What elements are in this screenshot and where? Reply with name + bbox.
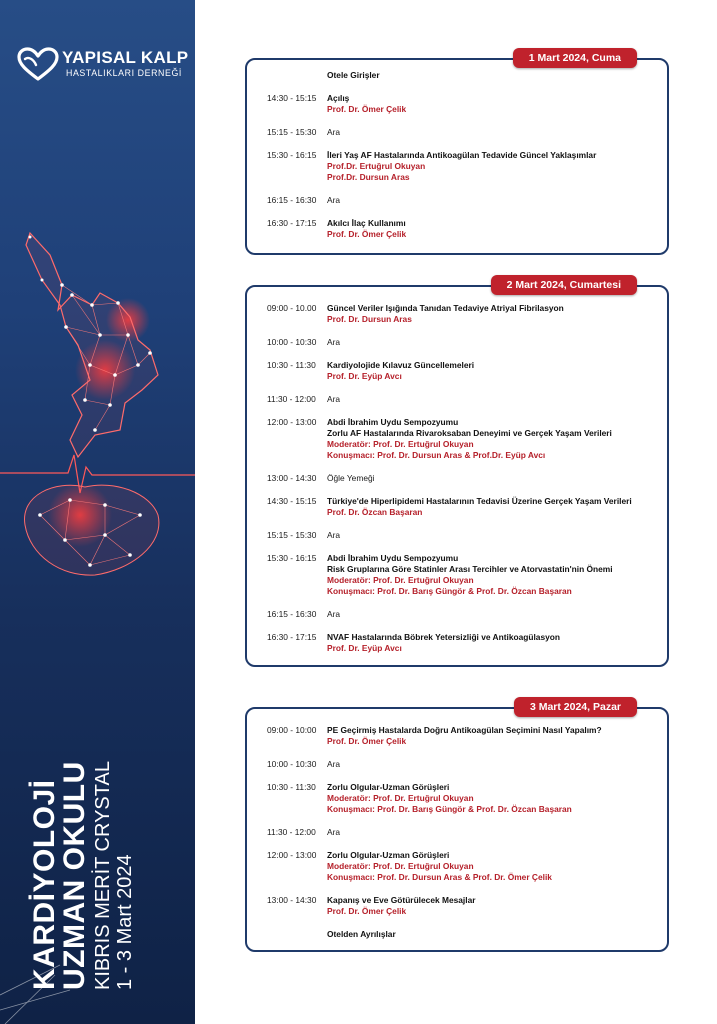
session-speaker: Moderatör: Prof. Dr. Ertuğrul Okuyan bbox=[327, 575, 474, 585]
session-time: 11:30 - 12:00 bbox=[267, 394, 316, 404]
session-content bbox=[327, 195, 657, 206]
session-speaker: Prof. Dr. Özcan Başaran bbox=[327, 507, 423, 517]
day-1-program bbox=[245, 52, 669, 255]
session-content bbox=[327, 895, 657, 917]
day-1-header: 1 Mart 2024, Cuma bbox=[513, 48, 637, 68]
session-speaker: Konuşmacı: Prof. Dr. Dursun Aras & Prof. Dr. Ömer Çelik bbox=[327, 872, 552, 882]
session-time: 09:00 - 10.00 bbox=[267, 303, 317, 313]
session-time: 10:30 - 11:30 bbox=[267, 360, 316, 370]
session-title: Zorlu AF Hastalarında Rivaroksaban Deneyimi ve Gerçek Yaşam Verileri bbox=[327, 428, 612, 438]
session-title: Otelden Ayrılışlar bbox=[327, 929, 396, 939]
session-speaker: Konuşmacı: Prof. Dr. Barış Güngör & Prof. Dr. Özcan Başaran bbox=[327, 804, 572, 814]
session-speaker: Konuşmacı: Prof. Dr. Dursun Aras & Prof.Dr. Eyüp Avcı bbox=[327, 450, 546, 460]
session-break: Ara bbox=[327, 759, 341, 769]
session-speaker: Prof. Dr. Eyüp Avcı bbox=[327, 643, 402, 653]
session-time: 10:30 - 11:30 bbox=[267, 782, 316, 792]
session-content bbox=[327, 417, 657, 461]
session-time: 16:30 - 17:15 bbox=[267, 218, 317, 228]
session-content bbox=[327, 150, 657, 183]
session-title: Açılış bbox=[327, 93, 350, 103]
session-content bbox=[327, 496, 657, 518]
session-speaker: Prof. Dr. Ömer Çelik bbox=[327, 229, 407, 239]
session-speaker: Konuşmacı: Prof. Dr. Barış Güngör & Prof. Dr. Özcan Başaran bbox=[327, 586, 572, 596]
day-3-header: 3 Mart 2024, Pazar bbox=[514, 697, 637, 717]
session-speaker: Moderatör: Prof. Dr. Ertuğrul Okuyan bbox=[327, 861, 474, 871]
event-dates: 1 - 3 Mart 2024 bbox=[114, 854, 136, 990]
session-content bbox=[327, 93, 657, 115]
session-time: 13:00 - 14:30 bbox=[267, 473, 317, 483]
session-break: Ara bbox=[327, 394, 341, 404]
session-break: Ara bbox=[327, 337, 341, 347]
heart-logo-icon bbox=[16, 46, 60, 82]
session-content bbox=[327, 782, 657, 815]
session-time: 15:30 - 16:15 bbox=[267, 150, 317, 160]
logo-text-main: YAPISAL KALP bbox=[62, 48, 189, 67]
session-time: 09:00 - 10:00 bbox=[267, 725, 317, 735]
session-title: İleri Yaş AF Hastalarında Antikoagülan Tedavide Güncel Yaklaşımlar bbox=[327, 150, 597, 160]
day-2-program bbox=[245, 279, 669, 667]
session-time: 15:15 - 15:30 bbox=[267, 530, 317, 540]
session-content bbox=[327, 530, 657, 541]
session-speaker: Prof.Dr. Dursun Aras bbox=[327, 172, 410, 182]
session-content bbox=[327, 929, 657, 940]
session-speaker: Prof. Dr. Ömer Çelik bbox=[327, 736, 407, 746]
session-title: Otele Girişler bbox=[327, 70, 380, 80]
session-time: 16:15 - 16:30 bbox=[267, 195, 317, 205]
session-time: 10:00 - 10:30 bbox=[267, 759, 317, 769]
session-content bbox=[327, 725, 657, 747]
session-time: 12:00 - 13:00 bbox=[267, 417, 317, 427]
session-break: Ara bbox=[327, 530, 341, 540]
event-title-line1: KARDİYOLOJİ bbox=[28, 779, 61, 990]
session-break: Ara bbox=[327, 127, 341, 137]
session-time: 15:30 - 16:15 bbox=[267, 553, 317, 563]
session-title: Risk Gruplarına Göre Statinler Arası Tercihler ve Atorvastatin'nin Önemi bbox=[327, 564, 613, 574]
session-time: 14:30 - 15:15 bbox=[267, 496, 317, 506]
network-map-illustration bbox=[0, 225, 195, 615]
session-content bbox=[327, 850, 657, 883]
session-title: Zorlu Olgular-Uzman Görüşleri bbox=[327, 850, 450, 860]
day-2-header: 2 Mart 2024, Cumartesi bbox=[491, 275, 637, 295]
session-break: Öğle Yemeği bbox=[327, 473, 375, 483]
session-content bbox=[327, 609, 657, 620]
session-title: Türkiye'de Hiperlipidemi Hastalarının Tedavisi Üzerine Gerçek Yaşam Verileri bbox=[327, 496, 632, 506]
association-logo bbox=[16, 44, 189, 84]
session-content bbox=[327, 553, 657, 597]
day-3-program bbox=[245, 701, 669, 952]
session-time: 16:15 - 16:30 bbox=[267, 609, 317, 619]
session-break: Ara bbox=[327, 195, 341, 205]
session-title: Akılcı İlaç Kullanımı bbox=[327, 218, 406, 228]
session-speaker: Prof. Dr. Ömer Çelik bbox=[327, 104, 407, 114]
decorative-lines bbox=[0, 955, 80, 1024]
session-time: 13:00 - 14:30 bbox=[267, 895, 317, 905]
session-speaker: Moderatör: Prof. Dr. Ertuğrul Okuyan bbox=[327, 439, 474, 449]
session-speaker: Prof. Dr. Dursun Aras bbox=[327, 314, 412, 324]
session-title: Abdi İbrahim Uydu Sempozyumu bbox=[327, 553, 459, 563]
session-content bbox=[327, 337, 657, 348]
session-time: 15:15 - 15:30 bbox=[267, 127, 317, 137]
session-break: Ara bbox=[327, 609, 341, 619]
session-time: 14:30 - 15:15 bbox=[267, 93, 317, 103]
session-title: Güncel Veriler Işığında Tanıdan Tedaviye Atriyal Fibrilasyon bbox=[327, 303, 564, 313]
session-time: 16:30 - 17:15 bbox=[267, 632, 317, 642]
session-content bbox=[327, 360, 657, 382]
session-content bbox=[327, 127, 657, 138]
session-content bbox=[327, 394, 657, 405]
session-time: 12:00 - 13:00 bbox=[267, 850, 317, 860]
session-content bbox=[327, 70, 657, 81]
session-content bbox=[327, 632, 657, 654]
session-speaker: Prof.Dr. Ertuğrul Okuyan bbox=[327, 161, 426, 171]
session-time: 10:00 - 10:30 bbox=[267, 337, 317, 347]
session-speaker: Prof. Dr. Ömer Çelik bbox=[327, 906, 407, 916]
session-break: Ara bbox=[327, 827, 341, 837]
session-speaker: Prof. Dr. Eyüp Avcı bbox=[327, 371, 402, 381]
session-content bbox=[327, 303, 657, 325]
logo-text-sub: HASTALIKLARI DERNEĞİ bbox=[66, 68, 182, 78]
sidebar-panel bbox=[0, 0, 195, 1024]
session-content bbox=[327, 827, 657, 838]
session-speaker: Moderatör: Prof. Dr. Ertuğrul Okuyan bbox=[327, 793, 474, 803]
session-title: Kapanış ve Eve Götürülecek Mesajlar bbox=[327, 895, 476, 905]
session-content bbox=[327, 473, 657, 484]
session-title: Kardiyolojide Kılavuz Güncellemeleri bbox=[327, 360, 475, 370]
event-venue: KIBRIS MERİT CRYSTAL bbox=[92, 761, 114, 990]
session-time: 11:30 - 12:00 bbox=[267, 827, 316, 837]
session-content bbox=[327, 218, 657, 240]
session-content bbox=[327, 759, 657, 770]
session-title: Abdi İbrahim Uydu Sempozyumu bbox=[327, 417, 459, 427]
event-title-line2: UZMAN OKULU bbox=[58, 761, 91, 990]
session-title: Zorlu Olgular-Uzman Görüşleri bbox=[327, 782, 450, 792]
session-title: PE Geçirmiş Hastalarda Doğru Antikoagülan Seçimini Nasıl Yapalım? bbox=[327, 725, 602, 735]
session-title: NVAF Hastalarında Böbrek Yetersizliği ve Antikoagülasyon bbox=[327, 632, 561, 642]
